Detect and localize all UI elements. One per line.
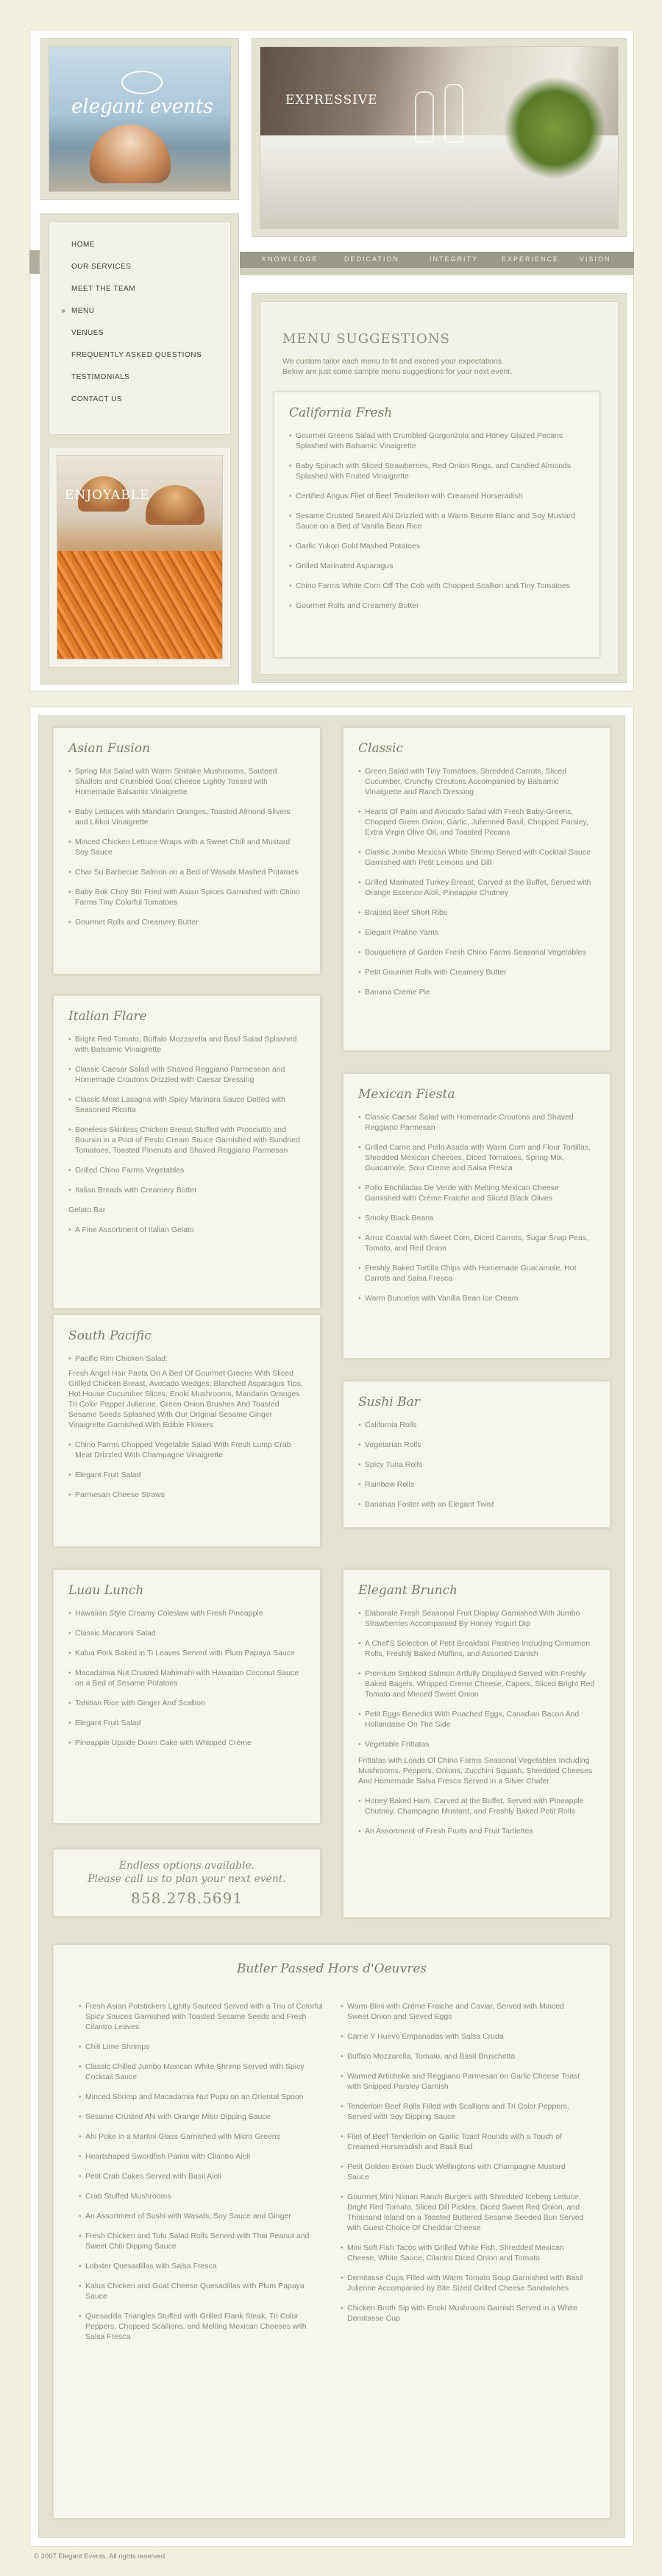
promo-fries: [57, 551, 223, 659]
south-pacific-list: [68, 1354, 305, 1500]
list-item: • Classic Caesar Salad with Homemade Croutons and Shaved Reggiano Parmesan: [358, 1112, 595, 1133]
list-item: • Elegant Praline Yams: [358, 927, 595, 938]
list-item: • Hearts Of Palm and Avocado Salad with Fresh Baby Greens, Chopped Green Onion, Garlic, Julienned Basil, Chopped Parsley, Extra Virgin Olive Oil, and Toasted Pecans: [358, 807, 595, 838]
list-item: • Smoky Black Beans: [358, 1213, 595, 1223]
logo-mark-icon: [121, 71, 163, 94]
list-item: • Quesadilla Triangles Stuffed with Grilled Flank Steak, Tri Color Peppers, Chopped Scallions, and Melting Mexican Cheeses with Salsa Fresca: [79, 2311, 323, 2342]
list-item: Fresh Angel Hair Pasta On A Bed Of Gourmet Greens With Sliced Grilled Chicken Breast, Avocado Wedges, Blanched Asparagus Tips, Hot House Cucumber Slices, Enoki Mushrooms, Mandarin Oranges Tri Color Pepper Julienne, Green Onion Brushes And Toasted Sesame Seeds Splashed With Our Original Sesame Ginger Vinaigrette Garnished With Edible Flowers: [68, 1369, 303, 1429]
list-item: • Crab Stuffed Mushrooms: [79, 2191, 323, 2201]
nav-menu[interactable]: » MENU: [49, 300, 230, 322]
list-item: • Chili Lime Shrimps: [79, 2042, 323, 2052]
list-item: • Warm Bunuelos with Vanilla Bean Ice Cream: [358, 1293, 595, 1303]
luau-lunch-card: [53, 1569, 321, 1824]
list-item: • Garlic Yukon Gold Mashed Potatoes: [289, 541, 585, 551]
list-item: • Char Su Barbecue Salmon on a Bed of Wasabi Mashed Potatoes: [68, 867, 305, 877]
logo-panel: [40, 38, 239, 200]
value-integrity: INTEGRITY: [430, 255, 479, 263]
list-item: • An Assortment of Fresh Fruits and Fruit Tartlettes: [358, 1826, 595, 1836]
list-item: • Petit Golden Brown Duck Wellingtons with Champagne Mustard Sauce: [341, 2162, 585, 2182]
promo-image: [57, 455, 223, 659]
list-item: • Warm Blini with Crème Fraiche and Caviar, Served with Minced Sweet Onion and Sieved Eggs: [341, 2001, 585, 2022]
list-item: • Gourmet Rolls and Creamery Butter: [68, 917, 305, 927]
italian-flare-title: Italian Flare: [68, 1009, 147, 1024]
list-item: • Warmed Artichoke and Reggiano Parmesan on Garlic Cheese Toast with Snipped Parsley Garnish: [341, 2071, 585, 2092]
list-item: • Pacific Rim Chicken Salad:: [68, 1354, 305, 1364]
list-item: • Gourmet Greens Salad with Crumbled Gorgonzola and Honey Glazed Pecans Splashed with Balsamic Vinaigrette: [289, 431, 585, 451]
hero-caption: EXPRESSIVE: [285, 93, 378, 107]
shell-image: [90, 124, 171, 183]
list-item: • Banana Creme Pie: [358, 987, 595, 997]
hero-image: [260, 46, 619, 229]
footer-copyright: © 2007 Elegant Events. All rights reserved.: [34, 2552, 167, 2561]
list-item: • Elaborate Fresh Seasonal Fruit Display Garnished With Jumbo Strawberries Accompanied By Honey Yogurt Dip: [358, 1608, 595, 1629]
list-item: • Classic Caesar Salad with Shaved Reggiano Parmesean and Homemade Croutons Drizzled with Caesar Dressing: [68, 1064, 305, 1085]
intro-text-2: Below are just some sample menu suggestions for your next event.: [282, 367, 513, 376]
list-item: • Carne Y Huevo Empanadas with Salsa Cruda: [341, 2031, 585, 2042]
elegant-brunch-card: [343, 1569, 611, 1918]
list-item: • Hawaiian Style Creamy Coleslaw with Fresh Pineapple: [68, 1608, 305, 1618]
italian-flare-list: [68, 1034, 305, 1235]
list-item: • Petit Eggs Benedict With Poached Eggs, Canadian Bacon And Hollandaise On The Side: [358, 1709, 595, 1730]
list-item: • Braised Beef Short Ribs: [358, 907, 595, 918]
list-item: • Sesame Crusted Ahi with Orange Miso Dipping Sauce: [79, 2112, 323, 2122]
value-vision: VISION: [580, 255, 611, 263]
list-item: • Bouquetiere of Garden Fresh Chino Farms Seasonal Vegetables: [358, 947, 595, 958]
cta-line-1: Endless options available.: [118, 1860, 255, 1872]
list-item: • A Chef'S Selection of Petit Breakfast Pastries Including Cinnamon Rolls, Freshly Baked Muffins, and Assorted Danish: [358, 1638, 595, 1659]
list-item: • Gourmet Rolls and Creamery Butter: [289, 601, 585, 611]
cta-line-2: Please call us to plan your next event.: [88, 1873, 286, 1885]
list-item: • Grilled Chino Farms Vegetables: [68, 1165, 305, 1175]
list-item: • Spring Mix Salad with Warm Shiitake Mushrooms, Sauteed Shallots and Crumbled Goat Cheese Lightly Tossed with Homemade Balsamic Vinaigrette: [68, 766, 305, 797]
butler-list-left: [79, 2001, 323, 2352]
list-item: • Chicken Broth Sip with Enoki Mushroom Garnish Served in a White Demitasse Cup: [341, 2303, 585, 2324]
classic-list: [358, 766, 595, 997]
list-item: • Pollo Enchiladas De Verde with Melting Mexican Cheese Garnished with Crème Fraiche and Sliced Black Olives: [358, 1183, 595, 1203]
list-item: • Lobster Quesadillas with Salsa Fresca: [79, 2261, 323, 2271]
list-item: • Kalua Chicken and Goat Cheese Quesadillas with Plum Papaya Sauce: [79, 2281, 323, 2301]
nav-home[interactable]: HOME: [71, 241, 95, 249]
sushi-bar-card: [343, 1381, 611, 1528]
list-item: • An Assortment of Sushi with Wasabi, Soy Sauce and Ginger: [79, 2211, 323, 2221]
list-item: • A Fine Assortment of Italian Gelato: [68, 1225, 305, 1235]
nav-our-services[interactable]: OUR SERVICES: [71, 263, 132, 271]
asian-fusion-card: [53, 727, 321, 974]
list-item: • Green Salad with Tiny Tomatoes, Shredded Carrots, Sliced Cucumber, Crunchy Croutons Accompanied by Balsamic Vinaigrette and Ranch Dressing: [358, 766, 595, 797]
list-item: • Honey Baked Ham, Carved at the Buffet, Served with Pineapple Chutney, Champagne Mustard, and Freshly Baked Petit Rolls: [358, 1796, 595, 1816]
list-item: • Grilled Marinated Asparagus: [289, 561, 585, 571]
hero-floral: [503, 77, 606, 180]
promo-slider-2: [146, 485, 204, 525]
list-item: • Classic Macaroni Salad: [68, 1628, 305, 1638]
classic-title: Classic: [358, 741, 403, 756]
list-item: • Filet of Beef Tenderloin on Garlic Toast Rounds with a Touch of Creamed Horseradish and Basil Bud: [341, 2131, 585, 2152]
logo-text: elegant events: [71, 96, 213, 118]
list-item: • Parmesan Cheese Straws: [68, 1490, 305, 1500]
nav-faq[interactable]: FREQUENTLY ASKED QUESTIONS: [71, 351, 202, 359]
list-item: • Classic Jumbo Mexican White Shrimp Served with Cocktail Sauce Garnished with Petit Lemons and Dill: [358, 847, 595, 868]
nav-panel: [40, 213, 239, 684]
call-to-action-card: [53, 1849, 321, 1917]
sushi-bar-title: Sushi Bar: [358, 1395, 420, 1409]
list-item: • Vegetable Frittatas: [358, 1739, 595, 1749]
hero-panel: [252, 38, 627, 237]
list-item: • Certified Angus Filet of Beef Tenderloin with Creamed Horseradish: [289, 491, 585, 501]
list-item: • Gourmet Mini Niman Ranch Burgers with Shredded Iceberg Lettuce, Bright Red Tomato, Sliced Dill Pickles, Diced Sweet Red Onion, and Thousand Island on a Toasted Buttered Sesame Seeded Bun Served with Guest Choice Of Cheddar Cheese: [341, 2192, 585, 2233]
mexican-fiesta-card: [343, 1073, 611, 1359]
list-item: • Bright Red Tomato, Buffalo Mozzarella and Basil Salad Splashed with Balsamic Vinaigrette: [68, 1034, 305, 1055]
intro-text-1: We custom tailor each menu to fit and exceed your expectations.: [282, 357, 504, 366]
asian-fusion-title: Asian Fusion: [68, 741, 151, 756]
california-fresh-card: [274, 392, 600, 658]
list-item: • Chino Farms White Corn Off The Cob with Chopped Scallion and Tiny Tomatoes: [289, 581, 585, 591]
classic-card: [343, 727, 611, 1051]
butler-columns: [79, 2001, 585, 2352]
main-nav: [49, 234, 230, 411]
list-item: • Pineapple Upside Down Cake with Whipped Crème: [68, 1738, 305, 1748]
list-item: • Italian Breads with Creamery Butter: [68, 1185, 305, 1195]
list-item: • Baby Bok Choy Stir Fried with Asian Spices Garnished with Chino Farms Tiny Colorful Tomatoes: [68, 887, 305, 907]
mexican-fiesta-title: Mexican Fiesta: [358, 1087, 455, 1102]
butler-card: [53, 1945, 611, 2519]
values-strip: [240, 252, 634, 268]
list-item: • Heartshaped Swordfish Panini with Cilantro Aioli: [79, 2151, 323, 2162]
list-item: • Elegant Fruit Salad: [68, 1470, 305, 1480]
list-item: • Fresh Chicken and Tofu Salad Rolls Served with Thai Peanut and Sweet Chili Dipping Sauce: [79, 2231, 323, 2251]
list-item: • Petit Crab Cakes Served with Basil Aioli: [79, 2171, 323, 2182]
logo[interactable]: [49, 46, 231, 192]
list-item: Frittatas with Loads Of Chino Farms Seasonal Vegetables Including Mushrooms, Peppers, Onions, Zucchini Squash, Shredded Cheeses And Homemade Salsa Fresca Served in a Silver Chafer: [358, 1756, 593, 1786]
page-title: MENU SUGGESTIONS: [282, 331, 450, 347]
luau-lunch-list: [68, 1608, 305, 1748]
list-item: • Grilled Marinated Turkey Breast, Carved at the Buffet, Served with Orange Essence Aioli, Pineapple Chutney: [358, 877, 595, 898]
value-knowledge: KNOWLEDGE: [262, 255, 318, 263]
list-item: • Minced Shrimp and Macadamia Nut Pupu on an Oriental Spoon: [79, 2092, 323, 2102]
south-pacific-card: [53, 1314, 321, 1547]
nav-testimonials[interactable]: TESTIMONIALS: [71, 373, 130, 381]
list-item: • Bananas Foster with an Elegant Twist: [358, 1499, 595, 1510]
left-band: [29, 250, 40, 274]
list-item: • Petit Gourmet Rolls with Creamery Butter: [358, 967, 595, 977]
value-dedication: DEDICATION: [344, 255, 399, 263]
list-item: • Arroz Coastal with Sweet Corn, Diced Carrots, Sugar Snap Peas, Tomato, and Red Onion: [358, 1233, 595, 1253]
list-item: • Tahitian Rice with Ginger And Scallion: [68, 1698, 305, 1708]
california-fresh-title: California Fresh: [289, 406, 393, 420]
elegant-brunch-list: [358, 1608, 595, 1836]
nav-venues[interactable]: VENUES: [71, 329, 104, 337]
list-item: • Fresh Asian Potstickers Lightly Sauteed Served with a Trio of Colorful Spicy Sauces Garnished with Toasted Sesame Seeds and Fresh Cilantro Leaves: [79, 2001, 323, 2032]
south-pacific-title: South Pacific: [68, 1328, 152, 1343]
hero-glass-1: [415, 91, 434, 143]
list-item: • Grilled Carne and Pollo Asada with Warm Corn and Flour Tortillas, Shredded Mexican Cheeses, Diced Tomatoes, Spring Mix, Guacamole, Sour Creme and Salsa Fresca: [358, 1142, 595, 1173]
list-item: • Demitasse Cups Filled with Warm Tomato Soup Garnished with Basil Julienne Accompanied by Bite Sized Grilled Cheese Sandwiches: [341, 2273, 585, 2293]
promo-caption: ENJOYABLE: [65, 488, 150, 503]
hero-glass-2: [444, 84, 463, 143]
promo-frame: [49, 447, 231, 668]
list-item: • Premium Smoked Salmon Artfully Displayed Served with Freshly Baked Bagels, Whipped Creme Cheese, Capers, Sliced Bright Red Tomato and Minced Sweet Onion: [358, 1669, 595, 1699]
butler-title: Butler Passed Hors d'Oeuvres: [236, 1961, 427, 1976]
list-item: • Classic Meat Lasagna with Spicy Marinara Sauce Dotted with Seasoned Ricotta: [68, 1094, 305, 1115]
list-item: • Sesame Crusted Seared Ahi Drizzled with a Warm Beurre Blanc and Soy Mustard Sauce on a Bed of Vanilla Bean Rice: [289, 511, 585, 531]
elegant-brunch-title: Elegant Brunch: [358, 1583, 458, 1598]
luau-lunch-title: Luau Lunch: [68, 1583, 144, 1598]
list-item: • Classic Chilled Jumbo Mexican White Shrimp Served with Spicy Cocktail Sauce: [79, 2062, 323, 2082]
nav-contact-us[interactable]: CONTACT US: [71, 395, 123, 403]
list-item: • Boneless Skinless Chicken Breast Stuffed with Prosciutto and Boursin in a Pool of Pesto Cream Sauce Garnished with Sundried Tomatoes, Toasted Pinenuts and Shaved Reggiano Parmesan: [68, 1125, 305, 1156]
list-item: • Macadamia Nut Crusted Mahimahi with Hawaiian Coconut Sauce on a Bed of Sesame Potatoes: [68, 1668, 305, 1688]
value-experience: EXPERIENCE: [502, 255, 560, 263]
list-item: • Baby Lettuces with Mandarin Oranges, Toasted Almond Slivers and Lilikoi Vinaigrette: [68, 807, 305, 827]
nav-inner: [49, 222, 231, 435]
list-item: Gelato Bar: [68, 1206, 106, 1214]
list-item: • Freshly Baked Tortilla Chips with Homemade Guacamole, Hot Carrots and Salsa Fresca: [358, 1263, 595, 1284]
list-item: • Buffalo Mozzarella, Tomato, and Basil Bruschetta: [341, 2051, 585, 2062]
list-item: • Chino Farms Chopped Vegetable Salad With Fresh Lump Crab Meat Drizzled With Champagne Vinaigrette: [68, 1440, 305, 1460]
list-item: • California Rolls: [358, 1420, 595, 1430]
phone-number[interactable]: 858.278.5691: [131, 1889, 243, 1907]
italian-flare-card: [53, 995, 321, 1309]
list-item: • Minced Chicken Lettuce Wraps with a Sweet Chili and Mustard Soy Sauce: [68, 837, 305, 857]
list-item: • Elegant Fruit Salad: [68, 1718, 305, 1728]
sushi-bar-list: [358, 1420, 595, 1510]
list-item: • Ahi Poke in a Martini Glass Garnished with Micro Greens: [79, 2131, 323, 2142]
butler-list-right: [341, 2001, 585, 2352]
list-item: • Kalua Pork Baked in Ti Leaves Served with Plum Papaya Sauce: [68, 1648, 305, 1658]
list-item: • Vegetarian Rolls: [358, 1440, 595, 1450]
list-item: • Baby Spinach with Sliced Strawberries, Red Onion Rings, and Candied Almonds Splashed with Fruited Vinaigrette: [289, 461, 585, 481]
list-item: • Mini Soft Fish Tacos with Grilled White Fish, Shredded Mexican Cheese, White Sauce, Cilantro Diced Onion and Tomato: [341, 2243, 585, 2263]
asian-fusion-list: [68, 766, 305, 927]
list-item: • Tenderloin Beef Rolls Filled with Scallions and Tri Color Peppers, Served with Soy Dipping Sauce: [341, 2101, 585, 2122]
california-fresh-list: [289, 431, 585, 611]
nav-meet-the-team[interactable]: MEET THE TEAM: [71, 285, 136, 293]
mexican-fiesta-list: [358, 1112, 595, 1303]
list-item: • Spicy Tuna Rolls: [358, 1459, 595, 1470]
list-item: • Rainbow Rolls: [358, 1479, 595, 1490]
values-strip-underline: [240, 268, 634, 275]
